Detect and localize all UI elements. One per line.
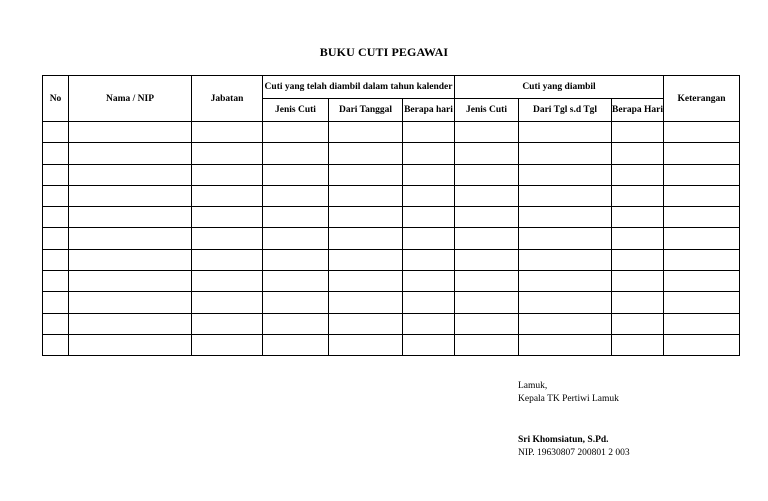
table-row — [43, 185, 740, 206]
table-cell — [612, 143, 664, 164]
table-cell — [43, 143, 69, 164]
table-cell — [664, 313, 740, 334]
table-cell — [263, 122, 329, 143]
table-cell — [69, 207, 192, 228]
table-cell — [263, 271, 329, 292]
table-cell — [43, 207, 69, 228]
table-cell — [664, 207, 740, 228]
table-cell — [612, 334, 664, 355]
table-cell — [455, 185, 519, 206]
header-position: Jabatan — [192, 76, 263, 122]
table-cell — [43, 334, 69, 355]
table-cell — [263, 228, 329, 249]
table-cell — [519, 334, 612, 355]
table-cell — [664, 164, 740, 185]
table-cell — [664, 271, 740, 292]
table-cell — [263, 185, 329, 206]
table-cell — [263, 207, 329, 228]
table-row — [43, 164, 740, 185]
table-cell — [664, 143, 740, 164]
table-cell — [69, 334, 192, 355]
table-cell — [612, 313, 664, 334]
table-cell — [69, 271, 192, 292]
table-cell — [329, 292, 403, 313]
table-cell — [263, 143, 329, 164]
table-cell — [612, 185, 664, 206]
table-cell — [403, 271, 455, 292]
signature-nip: NIP. 19630807 200801 2 003 — [518, 448, 630, 458]
table-cell — [329, 271, 403, 292]
table-cell — [612, 122, 664, 143]
table-cell — [455, 271, 519, 292]
table-cell — [192, 207, 263, 228]
table-cell — [519, 185, 612, 206]
table-cell — [403, 249, 455, 270]
table-cell — [403, 185, 455, 206]
table-cell — [329, 122, 403, 143]
table-cell — [455, 164, 519, 185]
table-cell — [192, 292, 263, 313]
table-cell — [263, 334, 329, 355]
table-cell — [612, 249, 664, 270]
table-cell — [664, 334, 740, 355]
table-cell — [403, 292, 455, 313]
header-leave-taken-days: Berapa hari — [403, 99, 455, 122]
table-cell — [403, 313, 455, 334]
table-row — [43, 249, 740, 270]
table-cell — [455, 334, 519, 355]
table-cell — [263, 249, 329, 270]
table-cell — [192, 143, 263, 164]
table-cell — [519, 228, 612, 249]
table-cell — [192, 228, 263, 249]
table-cell — [329, 228, 403, 249]
table-cell — [69, 122, 192, 143]
table-cell — [664, 185, 740, 206]
table-cell — [403, 143, 455, 164]
table-cell — [329, 185, 403, 206]
table-cell — [519, 122, 612, 143]
table-cell — [69, 313, 192, 334]
table-cell — [43, 249, 69, 270]
table-row — [43, 313, 740, 334]
table-row — [43, 122, 740, 143]
header-leave-taken-from: Dari Tanggal — [329, 99, 403, 122]
table-cell — [519, 249, 612, 270]
table-cell — [664, 292, 740, 313]
table-cell — [263, 313, 329, 334]
table-cell — [329, 164, 403, 185]
table-cell — [263, 292, 329, 313]
table-cell — [455, 143, 519, 164]
table-cell — [329, 313, 403, 334]
header-leave-request-days: Berapa Hari — [612, 99, 664, 122]
header-leave-request-group: Cuti yang diambil — [455, 76, 664, 99]
table-cell — [403, 164, 455, 185]
signature-role: Kepala TK Pertiwi Lamuk — [518, 394, 619, 404]
table-row — [43, 228, 740, 249]
signature-name: Sri Khomsiatun, S.Pd. — [518, 435, 609, 445]
table-row — [43, 143, 740, 164]
table-cell — [403, 207, 455, 228]
table-cell — [329, 207, 403, 228]
table-cell — [329, 249, 403, 270]
signature-place: Lamuk, — [518, 381, 548, 391]
table-row — [43, 292, 740, 313]
table-cell — [329, 143, 403, 164]
table-cell — [519, 271, 612, 292]
table-cell — [192, 271, 263, 292]
header-leave-taken-group: Cuti yang telah diambil dalam tahun kalender — [263, 76, 455, 99]
table-cell — [43, 185, 69, 206]
table-cell — [455, 207, 519, 228]
table-cell — [43, 292, 69, 313]
table-cell — [403, 228, 455, 249]
table-cell — [263, 164, 329, 185]
table-cell — [612, 207, 664, 228]
table-cell — [43, 164, 69, 185]
table-cell — [519, 292, 612, 313]
leave-ledger-table — [42, 75, 740, 356]
table-cell — [43, 313, 69, 334]
table-cell — [329, 334, 403, 355]
table-cell — [455, 228, 519, 249]
header-leave-taken-type: Jenis Cuti — [263, 99, 329, 122]
table-cell — [519, 207, 612, 228]
table-cell — [664, 249, 740, 270]
table-cell — [612, 164, 664, 185]
table-row — [43, 207, 740, 228]
table-cell — [43, 122, 69, 143]
ledger-body — [43, 122, 740, 356]
table-cell — [69, 249, 192, 270]
table-cell — [69, 228, 192, 249]
table-cell — [192, 122, 263, 143]
table-cell — [69, 164, 192, 185]
table-cell — [192, 334, 263, 355]
table-cell — [403, 122, 455, 143]
table-cell — [192, 164, 263, 185]
table-cell — [455, 249, 519, 270]
table-row — [43, 334, 740, 355]
table-cell — [612, 228, 664, 249]
header-no: No — [43, 76, 69, 122]
table-cell — [664, 122, 740, 143]
table-cell — [519, 313, 612, 334]
table-cell — [612, 271, 664, 292]
table-cell — [192, 185, 263, 206]
table-cell — [455, 122, 519, 143]
table-cell — [519, 164, 612, 185]
table-cell — [455, 292, 519, 313]
signature-block — [518, 380, 630, 460]
table-cell — [192, 249, 263, 270]
table-cell — [612, 292, 664, 313]
table-cell — [69, 185, 192, 206]
table-cell — [43, 228, 69, 249]
header-leave-request-range: Dari Tgl s.d Tgl — [519, 99, 612, 122]
table-cell — [43, 271, 69, 292]
table-cell — [519, 143, 612, 164]
header-name-nip: Nama / NIP — [69, 76, 192, 122]
document-title: BUKU CUTI PEGAWAI — [319, 45, 449, 59]
table-cell — [403, 334, 455, 355]
header-remarks: Keterangan — [664, 76, 740, 122]
table-cell — [192, 313, 263, 334]
table-cell — [69, 143, 192, 164]
header-leave-request-type: Jenis Cuti — [455, 99, 519, 122]
header-row-top — [43, 76, 740, 99]
table-row — [43, 271, 740, 292]
table-cell — [69, 292, 192, 313]
table-cell — [664, 228, 740, 249]
table-cell — [455, 313, 519, 334]
